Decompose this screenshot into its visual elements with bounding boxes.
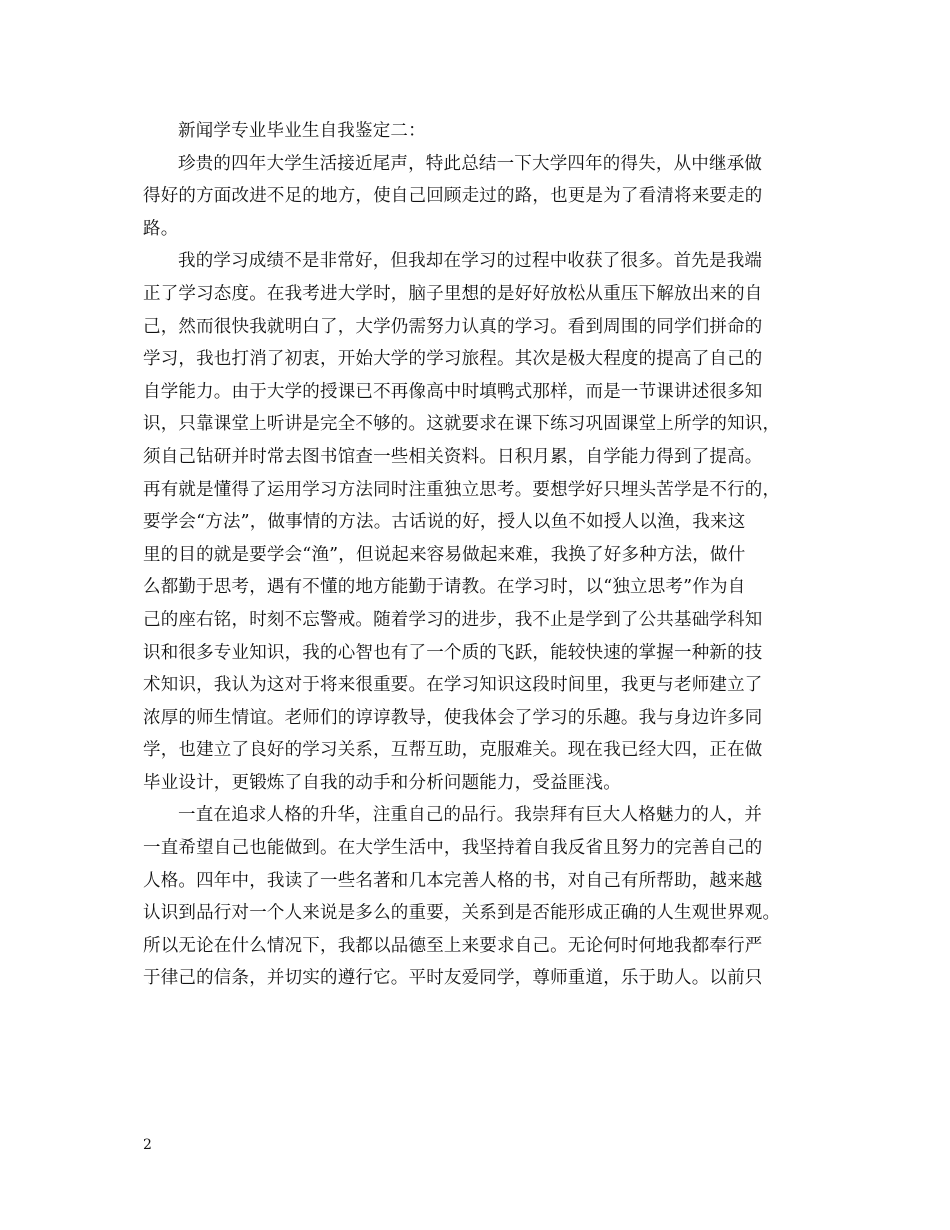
text-line: 再有就是懂得了运用学习方法同时注重独立思考。要想学好只埋头苦学是不行的，	[143, 479, 781, 500]
text-line: 么都勤于思考，遇有不懂的地方能勤于请教。在学习时，以“独立思考”作为自	[143, 577, 746, 598]
text-line: 一直希望自己也能做到。在大学生活中，我坚持着自我反省且努力的完善自己的	[143, 838, 763, 859]
text-line: 人格。四年中，我读了一些名著和几本完善人格的书，对自己有所帮助，越来越	[143, 870, 763, 891]
text-line: 识和很多专业知识，我的心智也有了一个质的飞跃，能较快速的掌握一种新的技	[143, 642, 763, 663]
text-line: 要学会“方法”，做事情的方法。古话说的好，授人以鱼不如授人以渔，我来这	[143, 512, 746, 533]
paragraph-study	[143, 245, 815, 799]
paragraph-heading	[143, 115, 815, 148]
text-line: 学，也建立了良好的学习关系，互帮互助，克服难关。现在我已经大四，正在做	[143, 740, 763, 761]
text-line: 一直在追求人格的升华，注重自己的品行。我崇拜有巨大人格魅力的人，并	[178, 805, 763, 826]
text-line: 认识到品行对一个人来说是多么的重要，关系到是否能形成正确的人生观世界观。	[143, 903, 781, 924]
text-line: 毕业设计，更锻炼了自我的动手和分析问题能力，受益匪浅。	[143, 772, 621, 793]
text-line: 路。	[143, 218, 179, 239]
text-line: 得好的方面改进不足的地方，使自己回顾走过的路，也更是为了看清将来要走的	[143, 186, 763, 207]
text-line: 术知识，我认为这对于将来很重要。在学习知识这段时间里，我更与老师建立了	[143, 675, 763, 696]
text-line: 里的目的就是要学会“渔”，但说起来容易做起来难，我换了好多种方法，做什	[143, 544, 746, 565]
text-line: 自学能力。由于大学的授课已不再像高中时填鸭式那样，而是一节课讲述很多知	[143, 381, 763, 402]
text-line: 新闻学专业毕业生自我鉴定二：	[178, 121, 426, 141]
document-body	[143, 115, 815, 995]
paragraph-intro	[143, 148, 815, 246]
text-line: 须自己钻研并时常去图书馆查一些相关资料。日积月累，自学能力得到了提高。	[143, 446, 763, 467]
text-line: 浓厚的师生情谊。老师们的谆谆教导，使我体会了学习的乐趣。我与身边许多同	[143, 707, 763, 728]
paragraph-character	[143, 799, 815, 995]
text-line: 正了学习态度。在我考进大学时，脑子里想的是好好放松从重压下解放出来的自	[143, 283, 763, 304]
text-line: 所以无论在什么情况下，我都以品德至上来要求自己。无论何时何地我都奉行严	[143, 935, 763, 956]
text-line: 我的学习成绩不是非常好，但我却在学习的过程中收获了很多。首先是我端	[178, 251, 763, 272]
text-line: 学习，我也打消了初衷，开始大学的学习旅程。其次是极大程度的提高了自己的	[143, 349, 763, 370]
text-line: 识，只靠课堂上听讲是完全不够的。这就要求在课下练习巩固课堂上所学的知识，	[143, 414, 781, 435]
text-line: 于律己的信条，并切实的遵行它。平时友爱同学，尊师重道，乐于助人。以前只	[143, 968, 763, 989]
page-number: 2	[143, 1137, 152, 1153]
text-line: 己的座右铭，时刻不忘警戒。随着学习的进步，我不止是学到了公共基础学科知	[143, 609, 763, 630]
text-line: 己，然而很快我就明白了，大学仍需努力认真的学习。看到周围的同学们拼命的	[143, 316, 763, 337]
text-line: 珍贵的四年大学生活接近尾声，特此总结一下大学四年的得失，从中继承做	[178, 153, 763, 174]
